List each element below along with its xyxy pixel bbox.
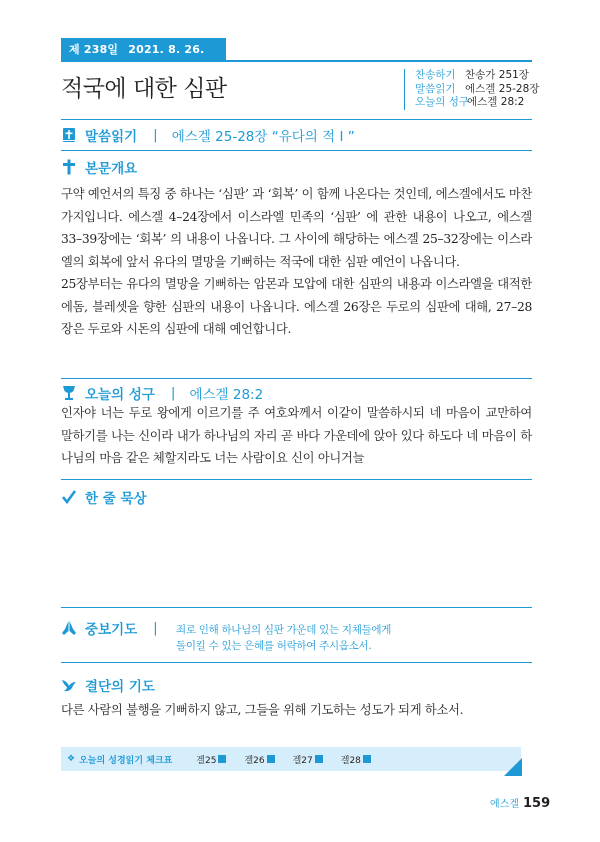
summary-paragraph: 구약 예언서의 특징 중 하나는 ‘심판’ 과 ‘회복’ 이 함께 나온다는 것인데, 에스겔에서도 마찬가지입니다. 에스겔 4–24장에서 이스라엘 민족의 ‘심판’ 에 관한 내용이 나오고, 에스겔 33–39장에는 ‘회복’ 의 내용이 나옵니다. 그 사이에 해당하는 에스겔 25–32장에는 이스라엘의 회복에 앞서 유다의 멸망을 기뻐하는 적국에 대한 심판 예언이 나옵니다. xyxy=(61,187,532,269)
page-footer xyxy=(490,795,550,811)
resolution-text: 다른 사람의 불행을 기뻐하지 않고, 그들을 위해 기도하는 성도가 되게 하소서. xyxy=(61,703,464,717)
check-item[interactable] xyxy=(341,753,371,766)
ref-label: 오늘의 성구 xyxy=(415,96,470,108)
separator: | xyxy=(170,385,176,401)
check-label: 겔27 xyxy=(292,755,313,766)
checkmark-icon xyxy=(61,489,77,505)
dove-icon xyxy=(61,677,77,693)
reading-range: 에스겔 25-28장 “유다의 적 I ” xyxy=(171,129,355,145)
divider xyxy=(61,479,532,480)
date: 2021. 8. 26. 목 xyxy=(69,43,205,79)
meditation-heading xyxy=(61,487,147,507)
page-number: 159 xyxy=(522,796,551,811)
divider xyxy=(61,662,532,663)
divider xyxy=(61,378,532,379)
verse-text: 인자야 너는 두로 왕에게 이르기를 주 여호와께서 이같이 말씀하시되 네 마음이 교만하여 말하기를 나는 신이라 내가 하나님의 자리 곧 바다 가운데에 앉아 있다 하도다 네 마음이 하나님의 마음 같은 체할지라도 너는 사람이요 신이 아니거늘 xyxy=(61,406,532,465)
date-tab xyxy=(61,38,226,79)
summary-title: 본문개요 xyxy=(85,161,138,177)
meditation-writing-area[interactable] xyxy=(61,510,532,605)
footer-book: 에스겔 xyxy=(490,799,519,810)
intercession-title: 중보기도 xyxy=(85,622,138,638)
page-title: 적국에 대한 심판 xyxy=(61,76,227,102)
checkbox[interactable] xyxy=(218,755,226,763)
cross-icon xyxy=(61,159,77,175)
divider xyxy=(61,607,532,608)
separator: | xyxy=(153,620,158,636)
check-item[interactable] xyxy=(196,753,226,766)
checkbox[interactable] xyxy=(267,755,275,763)
ref-value: 에스겔 28:2 xyxy=(467,96,525,108)
reading-checklist xyxy=(61,747,521,771)
summary-body xyxy=(61,183,532,341)
page-corner-fold xyxy=(504,758,522,776)
praying-hands-icon xyxy=(61,620,77,636)
check-item[interactable] xyxy=(244,753,274,766)
reading-heading xyxy=(61,125,355,145)
check-label: 겔28 xyxy=(340,755,361,766)
verse-ref: 에스겔 28:2 xyxy=(189,387,264,403)
chalice-icon xyxy=(61,385,77,401)
verse-title: 오늘의 성구 xyxy=(85,387,155,403)
resolution-title: 결단의 기도 xyxy=(85,679,155,695)
checkbox[interactable] xyxy=(363,755,371,763)
intercession-line: 죄로 인해 하나님의 심판 가운데 있는 지체들에게 xyxy=(176,624,392,636)
ref-hymn xyxy=(415,69,539,83)
separator: | xyxy=(153,127,158,143)
ref-label: 말씀읽기 xyxy=(415,82,456,95)
check-label: 겔25 xyxy=(196,755,217,766)
checklist-label: 오늘의 성경읽기 체크표 xyxy=(79,755,173,766)
resolution-heading xyxy=(61,675,155,695)
bible-icon xyxy=(61,127,77,143)
intercession-text xyxy=(176,622,391,654)
check-item[interactable] xyxy=(293,753,323,766)
resolution-body xyxy=(61,699,532,722)
top-rule xyxy=(61,60,532,62)
diamond-icon: ❖ xyxy=(67,754,76,764)
divider xyxy=(61,150,532,151)
day-number: 제 238일 xyxy=(69,43,119,56)
reading-title: 말씀읽기 xyxy=(85,129,138,145)
summary-paragraph: 25장부터는 유다의 멸망을 기뻐하는 암몬과 모압에 대한 심판의 내용과 이스라엘을 대적한 에돔, 블레셋을 향한 심판의 내용이 나옵니다. 에스겔 26장은 두로의 심판에 대해, 27–28장은 두로와 시돈의 심판에 대해 예언합니다. xyxy=(61,277,532,336)
verse-body xyxy=(61,402,532,470)
ref-label: 찬송하기 xyxy=(415,69,456,81)
ref-reading xyxy=(415,83,539,97)
meditation-title: 한 줄 묵상 xyxy=(85,491,147,507)
summary-heading xyxy=(61,157,137,177)
reference-box xyxy=(404,69,539,110)
ref-value: 찬송가 251장 xyxy=(465,69,529,81)
check-label: 겔26 xyxy=(244,755,265,766)
ref-value: 에스겔 25-28장 xyxy=(465,82,540,95)
divider xyxy=(61,119,532,120)
verse-heading xyxy=(61,383,263,403)
ref-verse xyxy=(415,96,539,110)
intercession-heading xyxy=(61,618,172,638)
intercession-line: 돌이킬 수 있는 은혜를 허락하여 주시옵소서. xyxy=(176,640,372,652)
checkbox[interactable] xyxy=(315,755,323,763)
